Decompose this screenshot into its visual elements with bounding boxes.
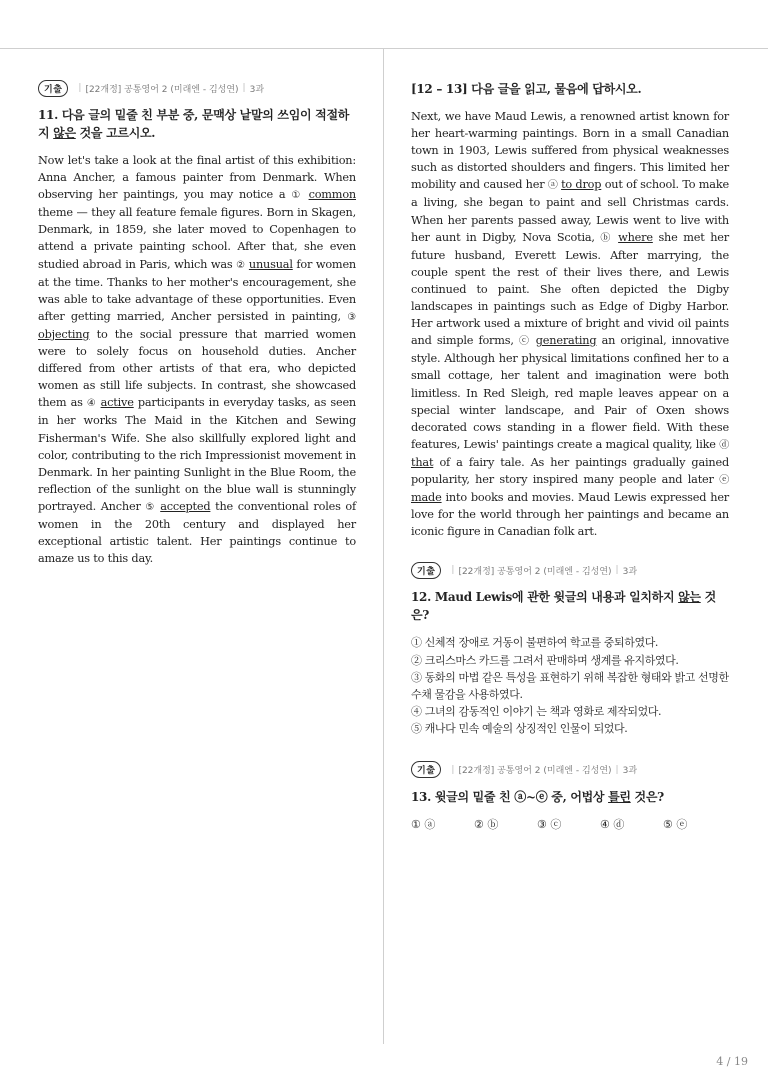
question-12-title: 12. Maud Lewis에 관한 윗글의 내용과 일치하지 않는 것은? <box>411 590 716 623</box>
question-meta: 기출 | [22개정] 공통영어 2 (미래엔 - 김성연) | 3과 <box>38 78 356 98</box>
question-13-choices <box>411 816 729 832</box>
passage-maud-lewis: Next, we have Maud Lewis, a renowned artist known for her heart-warming paintings. Born in a small Canadian town in 1903, Lewis suffered from physical weaknesses such as distorted shoulders and fingers. This limited her mobility and caused her ⓐ to drop out of school. To make a living, she began to paint and sell Christmas cards. When her parents passed away, Lewis went to live with her aunt in Digby, Nova Scotia, ⓑ where she met her future husband, Everett Lewis. After marrying, the couple spent the rest of their lives there, and Lewis continued to paint. She often depicted the Digby landscapes in paintings such as Edge of Digby Harbor. Her artwork used a mixture of bright and vivid oil paints and simple forms, ⓒ generating an original, innovative style. Although her physical limitations confined her to a small cottage, her talent and imagination were both limitless. In Red Sleigh, red maple leaves appear on a special winter landscape, and Pair of Oxen shows decorated cows standing in a flower field. With these features, Lewis' paintings create a magical quality, like ⓓ that of a fairy tale. As her paintings gradually gained popularity, her story inspired many people and later ⓔ made into books and movies. Maud Lewis expressed her love for the world through her paintings and became an iconic figure in Canadian folk art. <box>411 110 729 539</box>
exam-badge: 기출 <box>38 80 68 97</box>
header-rule <box>0 48 768 49</box>
left-column <box>38 78 356 567</box>
lesson-label: 3과 <box>622 766 638 777</box>
question-13-title: 13. 윗글의 밑줄 친 ⓐ~ⓔ 중, 어법상 틀린 것은? <box>411 789 664 804</box>
question-11-title: 11. 다음 글의 밑줄 친 부분 중, 문맥상 낱말의 쓰임이 적절하지 않은 것을 고르시오. <box>38 108 350 140</box>
question-12-block <box>411 560 729 737</box>
source-label: [22개정] 공통영어 2 (미래엔 - 김성연) <box>458 766 612 777</box>
choice-1[interactable]: ① ⓐ <box>411 817 436 831</box>
passage-anna-ancher: Now let's take a look at the final artist of this exhibition: Anna Ancher, a famous painter from Denmark. When observing her paintings, you may notice a ① common theme — they all feature female figures. Born in Skagen, Denmark, in 1859, she later moved to Copenhagen to attend a private painting school. After that, she even studied abroad in Paris, which was ② unusual for women at the time. Thanks to her mother's encouragement, she was able to take advantage of these opportunities. Even after getting married, Ancher persisted in painting, ③ objecting to the social pressure that married women were to solely focus on household duties. Ancher differed from other artists of that era, who depicted women as still life subjects. In contrast, she showcased them as ④ active participants in everyday tasks, as seen in her works The Maid in the Kitchen and Sewing Fisherman's Wife. She also skillfully explored light and color, contributing to the rich Impressionist movement in Denmark. In her painting Sunlight in the Blue Room, the reflection of the sunlight on the blue wall is stunningly portrayed. Ancher ⑤ accepted the conventional roles of women in the 20th century and displayed her exceptional artistic talent. Her paintings continue to amaze us to this day. <box>38 154 357 566</box>
right-column <box>411 78 729 832</box>
option-1[interactable]: ① 신체적 장애로 거동이 불편하여 학교를 중퇴하였다. <box>411 636 659 650</box>
source-label: [22개정] 공통영어 2 (미래엔 - 김성연) <box>458 566 612 577</box>
choice-2[interactable]: ② ⓑ <box>474 817 499 831</box>
question-meta: 기출 | [22개정] 공통영어 2 (미래엔 - 김성연) | 3과 <box>411 760 729 780</box>
page-number: 4 / 19 <box>716 1055 748 1068</box>
column-divider <box>383 49 384 1044</box>
exam-badge: 기출 <box>411 562 441 579</box>
option-3[interactable]: ③ 동화의 마법 같은 특성을 표현하기 위해 복잡한 형태와 밝고 선명한 수채 물감을 사용하였다. <box>411 670 729 701</box>
exam-badge: 기출 <box>411 761 441 778</box>
choice-3[interactable]: ③ ⓒ <box>537 817 562 831</box>
question-meta: 기출 | [22개정] 공통영어 2 (미래엔 - 김성연) | 3과 <box>411 560 729 580</box>
lesson-label: 3과 <box>622 566 638 577</box>
question-13-block <box>411 760 729 832</box>
choice-4[interactable]: ④ ⓓ <box>600 817 625 831</box>
option-4[interactable]: ④ 그녀의 감동적인 이야기 는 책과 영화로 제작되었다. <box>411 705 662 719</box>
option-5[interactable]: ⑤ 캐나다 민속 예술의 상징적인 인물이 되었다. <box>411 722 628 736</box>
question-12-options <box>411 634 729 737</box>
option-2[interactable]: ② 크리스마스 카드를 그려서 판매하며 생계를 유지하였다. <box>411 653 679 667</box>
choice-5[interactable]: ⑤ ⓔ <box>663 817 688 831</box>
source-label: [22개정] 공통영어 2 (미래엔 - 김성연) <box>85 84 239 95</box>
lesson-label: 3과 <box>249 84 265 95</box>
passage-header: [12 – 13] 다음 글을 읽고, 물음에 답하시오. <box>411 82 642 96</box>
